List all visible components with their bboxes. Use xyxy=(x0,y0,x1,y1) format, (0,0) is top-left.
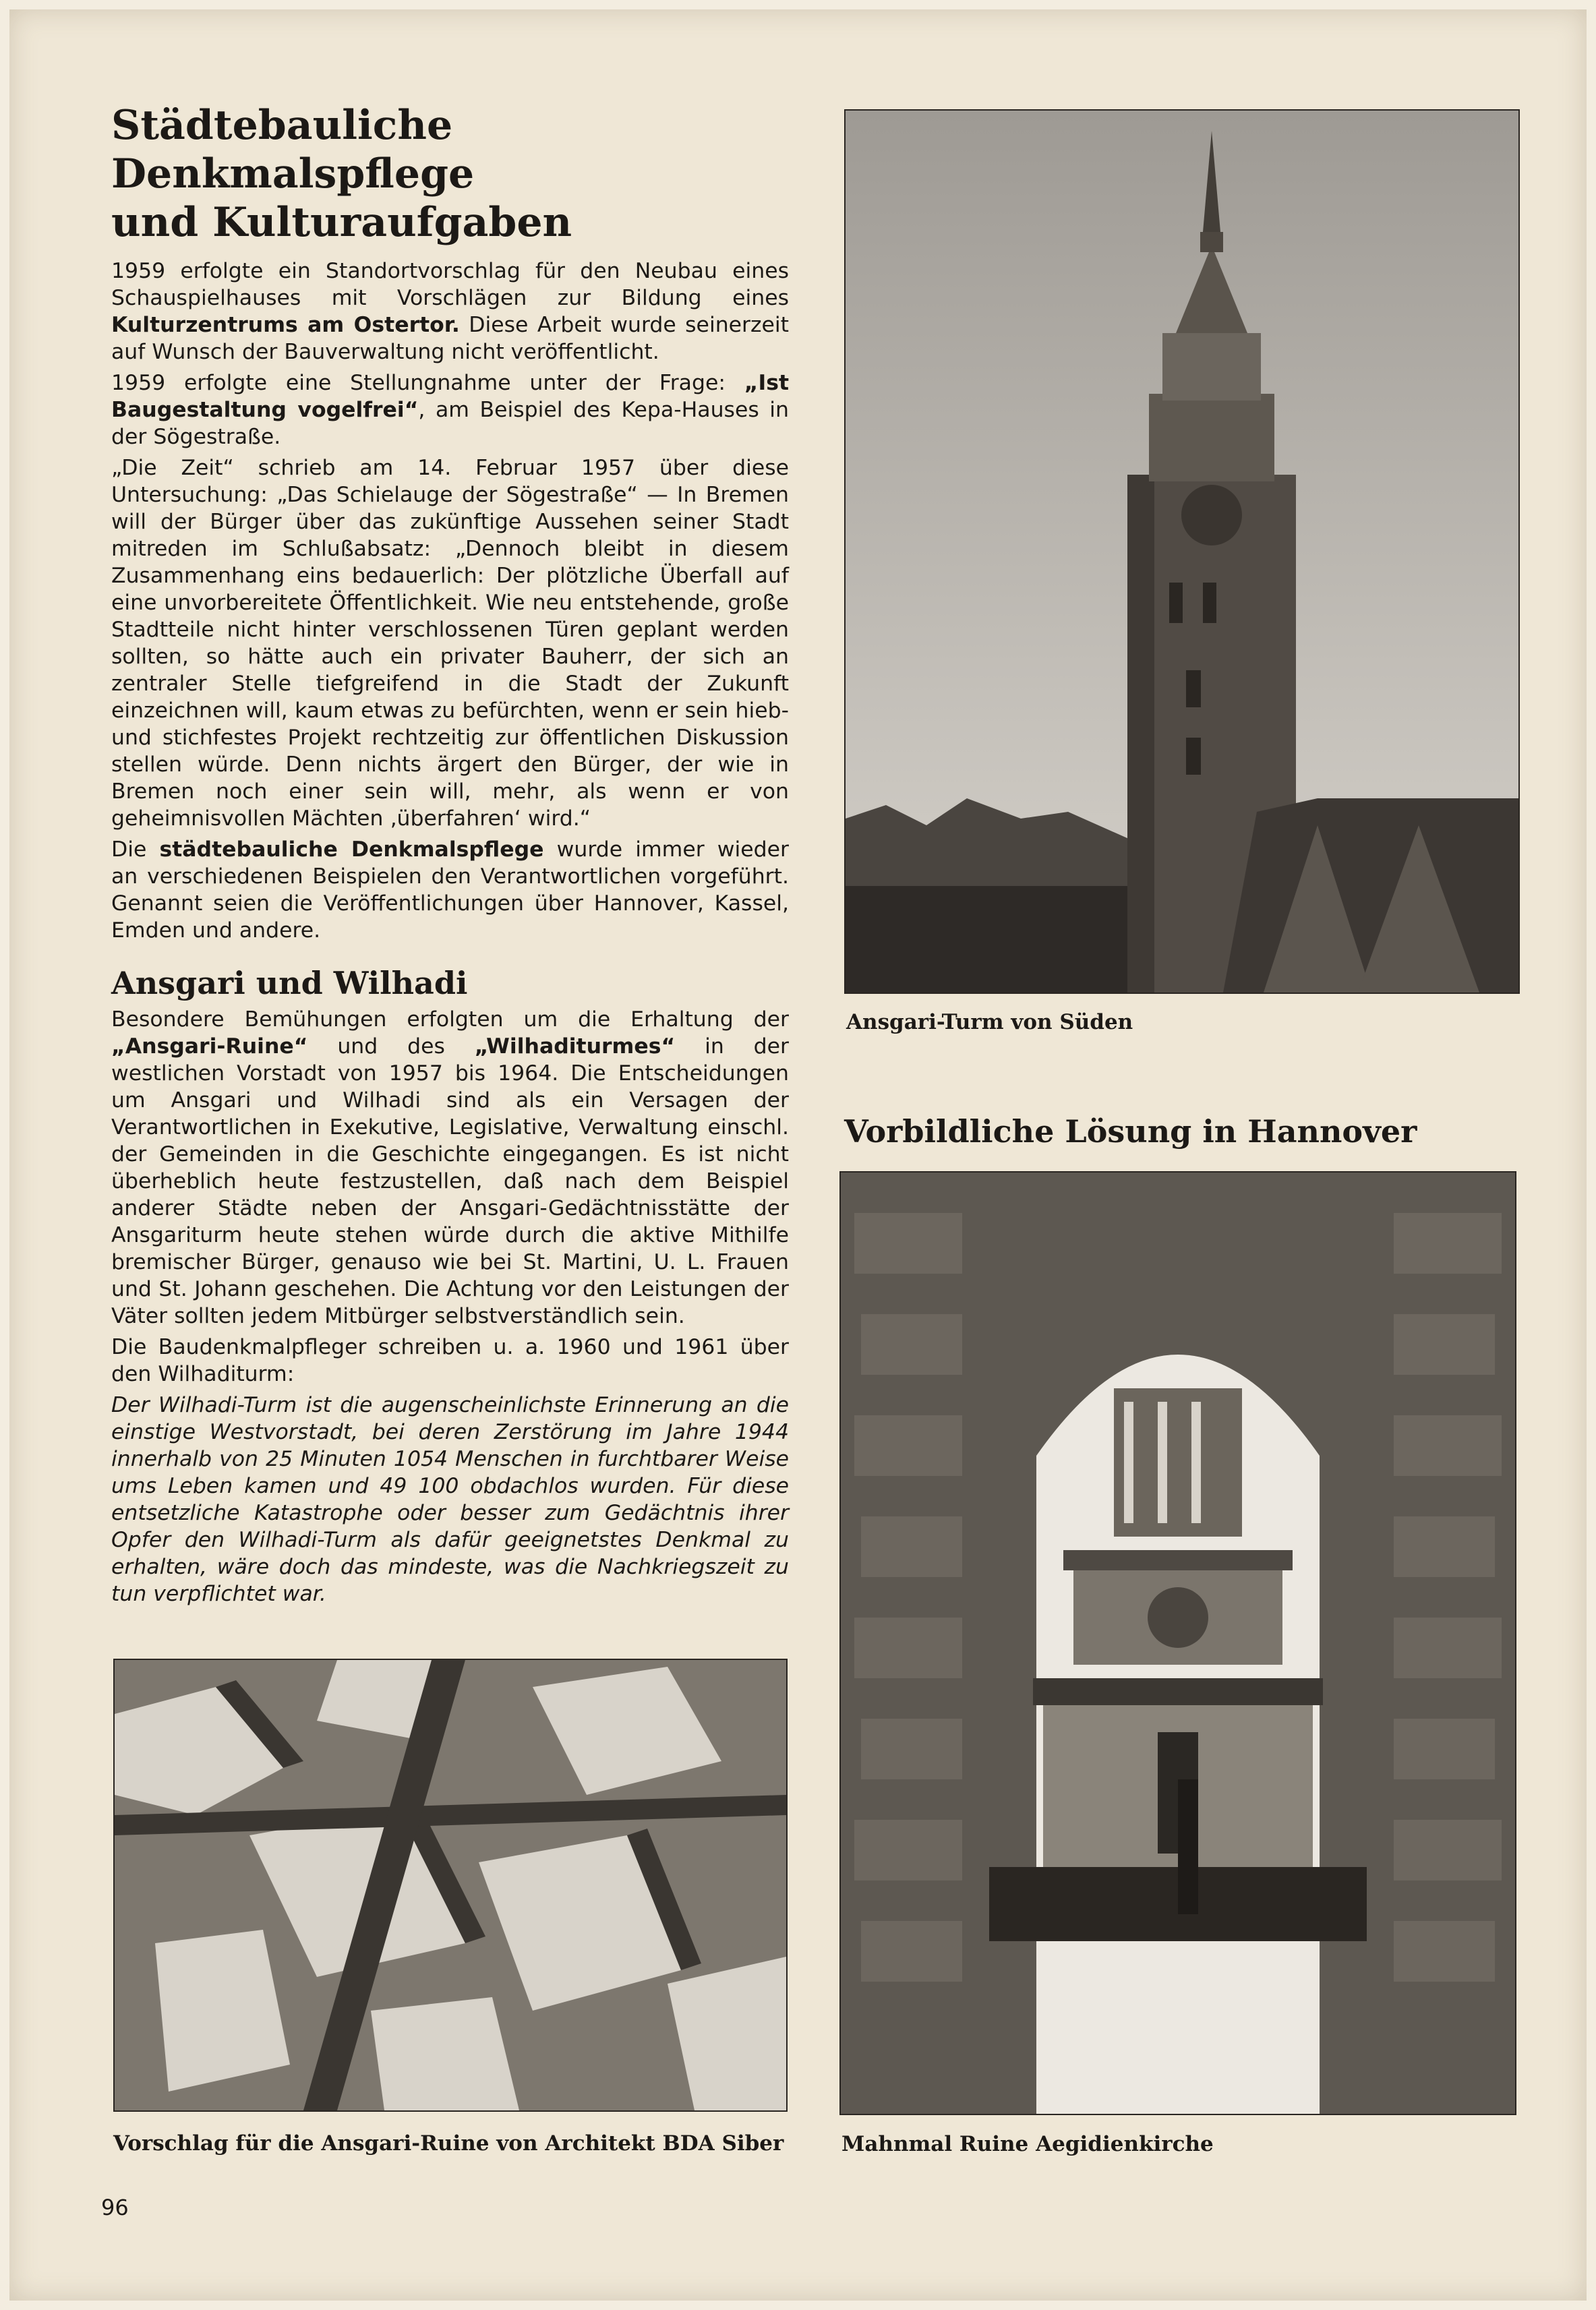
section2-paragraph-2: Die Baudenkmalpfleger schreiben u. a. 1960 und 1961 über den Wilhaditurm: xyxy=(111,1335,789,1386)
section1-paragraph-3: „Die Zeit“ schrieb am 14. Februar 1957 über diese Untersuchung: „Das Schielauge der Sögestraße“ — In Bremen will der Bürger über das zukünftige Aussehen seiner Stadt mitreden im Schlußabsatz: „Dennoch bleibt in diesem Zusammenhang eins bedauerlich: Der plötzliche Überfall auf eine unvorbereitete Öffentlichkeit. Wie neu entstehende, große Stadtteile nicht hinter verschlossenen Türen geplant werden sollten, so hätte auch ein privater Bauherr, der sich an zentraler Stelle tiefgreifend in die Stadt der Zukunft einzeichnen will, kaum etwas zu befürchten, wenn er sein hieb- und stichfestes Projekt rechtzeitig zur öffentlichen Diskussion stellen würde. Denn nichts ärgert den Bürger, der wie in Bremen noch einer sein will, mehr, als wenn er von geheimnisvollen Mächten ‚überfahren‘ wird.“ xyxy=(111,456,789,831)
caption-tower: Ansgari-Turm von Süden xyxy=(846,1010,1133,1034)
section1-paragraph-4: Die städtebauliche Denkmalspflege wurde immer wieder an verschiedenen Beispielen den Verantwortlichen vorgeführt. Genannt seien die Veröffentlichungen über Hannover, Kassel, Emden und andere. xyxy=(111,837,789,943)
left-column-text xyxy=(111,258,789,1611)
ansgari-tower-image xyxy=(846,111,1518,993)
heading-line-3: und Kulturaufgaben xyxy=(111,199,572,246)
section1-paragraph-1: 1959 erfolgte ein Standortvorschlag für den Neubau eines Schauspielhauses mit Vorschlägen zur Bildung eines Kulturzentrums am Ostertor. Diese Arbeit wurde seinerzeit auf Wunsch der Bauverwaltung nicht veröffentlicht. xyxy=(111,259,790,364)
right-heading: Vorbildliche Lösung in Hannover xyxy=(844,1113,1417,1150)
section1-paragraph-2: 1959 erfolgte eine Stellungnahme unter der Frage: „Ist Baugestaltung vogelfrei“, am Beispiel des Kepa-Hauses in der Sögestraße. xyxy=(111,371,790,449)
ansgari-ruin-model-photo xyxy=(113,1659,788,2112)
model-image xyxy=(115,1660,786,2110)
caption-ruin: Mahnmal Ruine Aegidienkirche xyxy=(841,2132,1214,2156)
main-heading xyxy=(111,101,572,247)
page-number: 96 xyxy=(101,2195,129,2220)
heading-line-2: Denkmalspflege xyxy=(111,150,475,198)
heading-line-1: Städtebauliche xyxy=(111,102,453,149)
caption-model: Vorschlag für die Ansgari-Ruine von Architekt BDA Siber xyxy=(113,2131,784,2156)
section2-quote: Der Wilhadi-Turm ist die augenscheinlichste Erinnerung an die einstige Westvorstadt, bei deren Zerstörung im Jahre 1944 innerhalb von 25 Minuten 1054 Menschen in furchtbarer Weise ums Leben kamen und 49 100 obdachlos wurden. Für diese entsetzliche Katastrophe oder besser zum Gedächtnis ihrer Opfer den Wilhadi-Turm als dafür geeignetstes Denkmal zu erhalten, wäre doch das mindeste, was die Nachkriegszeit zu tun verpflichtet war. xyxy=(111,1393,789,1606)
ruin-image xyxy=(841,1173,1515,2114)
section2-heading: Ansgari und Wilhadi xyxy=(111,965,468,1001)
section2-paragraph-1: Besondere Bemühungen erfolgten um die Erhaltung der „Ansgari-Ruine“ und des „Wilhaditurmes“ in der westlichen Vorstadt von 1957 bis 1964. Die Entscheidungen um Ansgari und Wilhadi sind als ein Versagen der Verantwortlichen in Exekutive, Legislative, Verwaltung einschl. der Gemeinden in die Geschichte eingegangen. Es ist nicht überheblich heute festzustellen, daß nach dem Beispiel anderer Städte neben der Ansgari-Gedächtnisstätte der Ansgariturm heute stehen würde durch die aktive Mithilfe bremischer Bürger, genauso wie bei St. Martini, U. L. Frauen und St. Johann geschehen. Die Achtung vor den Leistungen der Väter sollten jedem Mitbürger selbstverständlich sein. xyxy=(111,1007,789,1328)
ansgari-tower-photo xyxy=(844,109,1520,994)
aegidienkirche-ruin-photo xyxy=(839,1171,1516,2115)
